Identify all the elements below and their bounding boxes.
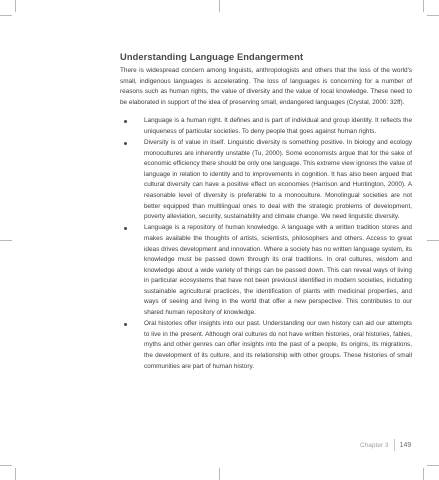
list-item-text: Diversity is of value in itself. Linguistic diversity is something positive. In biology and ecology monocultures are inherently unstable (Tu, 2000). Some economists argue that for the sake of economic efficiency there should be only one language. This extreme view ignores the value of language in relation to identity and to improvements in cognition. It has also been argued that cultural diversity can have a positive effect on economies (Harrison and Huntington, 2000). A reasonable level of diversity is preferable to a monoculture. Monolingual societies are not better equipped than multilingual ones to deal with the strategic problems of development, poverty alleviation, security, sustainability and climate change. We need linguistic diversity. xyxy=(144,139,412,221)
crop-mark-bottom-right xyxy=(427,465,439,466)
page-number: 149 xyxy=(399,441,412,449)
crop-mark-top-right xyxy=(427,15,439,16)
crop-mark-top-left-v xyxy=(15,0,16,12)
intro-paragraph: There is widespread concern among linguists, anthropologists and others that the loss of the world's small, indigenous languages is accelerating. The loss of languages is concerning for a number of reasons such as human rights, the value of diversity and the value of local knowledge. These need to be elaborated in support of the idea of preserving small, endangered languages (Crystal, 2000: 32ff). xyxy=(120,67,412,106)
page-footer xyxy=(360,439,411,451)
footer-divider xyxy=(394,439,395,451)
crop-mark-top-left xyxy=(0,15,12,16)
bullet-icon xyxy=(124,120,127,123)
section-heading: Understanding Language Endangerment xyxy=(120,52,304,62)
bullet-icon xyxy=(124,227,127,230)
list-item xyxy=(120,116,412,137)
crop-mark-bottom-right-v xyxy=(423,468,424,480)
chapter-label: Chapter 3 xyxy=(360,441,389,449)
list-item-text: Language is a human right. It defines and is part of individual and group identity. It reflects the uniqueness of particular societies. To deny people that goes against human rights. xyxy=(144,117,412,135)
list-item xyxy=(120,223,412,318)
bullet-icon xyxy=(124,323,127,326)
crop-mark-left-middle xyxy=(0,240,12,241)
main-text-block xyxy=(120,52,412,373)
crop-mark-top-right-v xyxy=(423,0,424,12)
list-item xyxy=(120,138,412,223)
crop-mark-bottom-left xyxy=(0,465,12,466)
crop-mark-bottom-left-v xyxy=(15,468,16,480)
crop-mark-right-middle xyxy=(427,240,439,241)
list-item-text: Language is a repository of human knowledge. A language with a written tradition stores and makes available the thoughts of artists, scientists, philosophers and others. Access to great ideas drives development and innovation. Where a society has no written language system, its knowledge must be passed down through its oral traditions. In oral cultures, wisdom and knowledge about a wide variety of things can be passed down. This can reveal ways of living in particular ecosystems that have not been previousl identified in modern societies, including sustainable agricultural practices, the identification of plants with medicinal properties, and ways of seeing and living in the world that offer a new perspective. This contributes to our shared human repository of knowledge. xyxy=(144,224,412,317)
crop-mark-top-center xyxy=(219,0,220,12)
list-item-text: Oral histories offer insights into our past. Understanding our own history can aid our attempts to live in the present. Although oral cultures do not have written histories, oral histories, fables, myths and other genres can offer insights into the past of a people, its origins, its migrations, the development of its culture, and its relationship with other groups. These histories of small communities are part of human history. xyxy=(144,320,412,370)
crop-mark-bottom-center xyxy=(219,468,220,480)
list-item xyxy=(120,319,412,372)
bullet-list xyxy=(120,116,412,372)
bullet-icon xyxy=(124,142,127,145)
